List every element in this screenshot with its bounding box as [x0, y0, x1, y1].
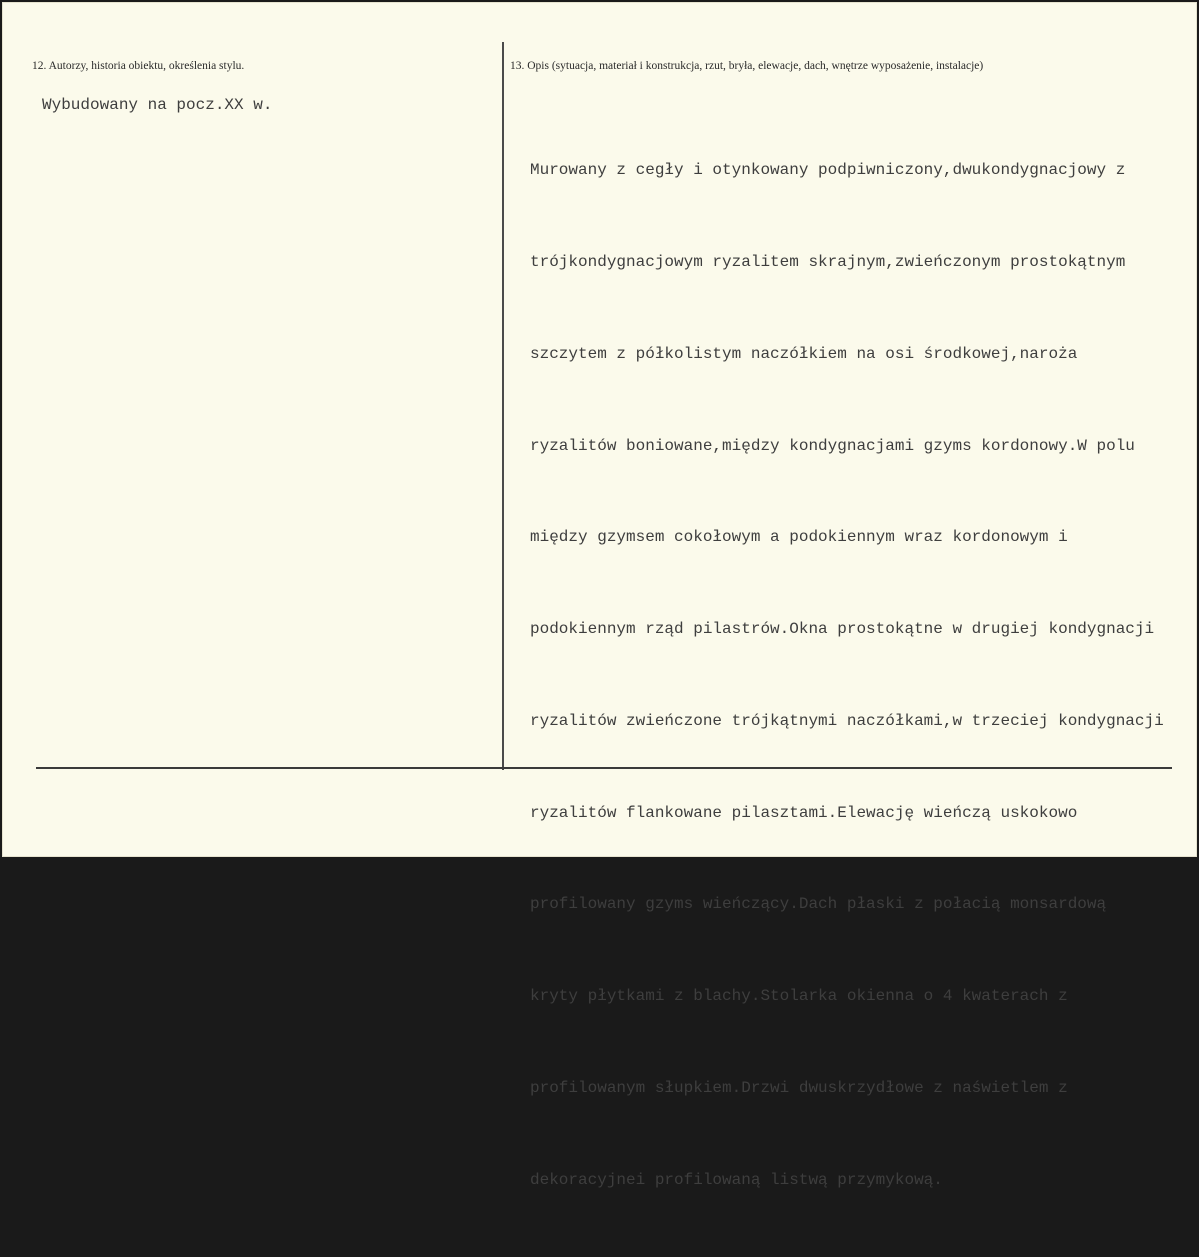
description-line: dekoracyjnei profilowaną listwą przymykową. — [530, 1170, 943, 1189]
catalog-card — [2, 2, 1197, 1189]
section-12-label: 12. Autorzy, historia obiektu, określenia stylu. — [32, 60, 245, 72]
description-line: ryzalitów flankowane pilasztami.Elewację wieńczą uskokowo — [530, 803, 1078, 822]
description-line: profilowany gzyms wieńczący.Dach płaski z połacią monsardową — [530, 895, 1107, 914]
section-12-text: Wybudowany na pocz.XX w. — [42, 96, 273, 114]
description-line: ryzalitów boniowane,między kondygnacjami gzyms kordonowy.W polu — [530, 436, 1135, 455]
description-line: ryzalitów zwieńczone trójkątnymi naczółkami,w trzeciej kondygnacji — [530, 711, 1164, 730]
column-divider — [502, 42, 504, 770]
description-line: podokiennym rząd pilastrów.Okna prostokątne w drugiej kondygnacji — [530, 620, 1155, 639]
description-line: szczytem z półkolistym naczółkiem na osi środkowej,naroża — [530, 344, 1078, 363]
description-line: profilowanym słupkiem.Drzwi dwuskrzydłowe z naświetlem z — [530, 1079, 1068, 1097]
description-line: Murowany z cegły i otynkowany podpiwniczony,dwukondygnacjowy z — [530, 161, 1126, 180]
section-13-text — [530, 94, 1164, 1257]
description-line: kryty płytkami z blachy.Stolarka okienna o 4 kwaterach z — [530, 987, 1068, 1006]
description-line: trójkondygnacjowym ryzalitem skrajnym,zwieńczonym prostokątnym — [530, 252, 1126, 271]
section-13-label: 13. Opis (sytuacja, materiał i konstrukcja, rzut, bryła, elewacje, dach, wnętrze wyposażenie, instalacje) — [510, 60, 984, 72]
description-line: między gzymsem cokołowym a podokiennym wraz kordonowym i — [530, 528, 1068, 547]
